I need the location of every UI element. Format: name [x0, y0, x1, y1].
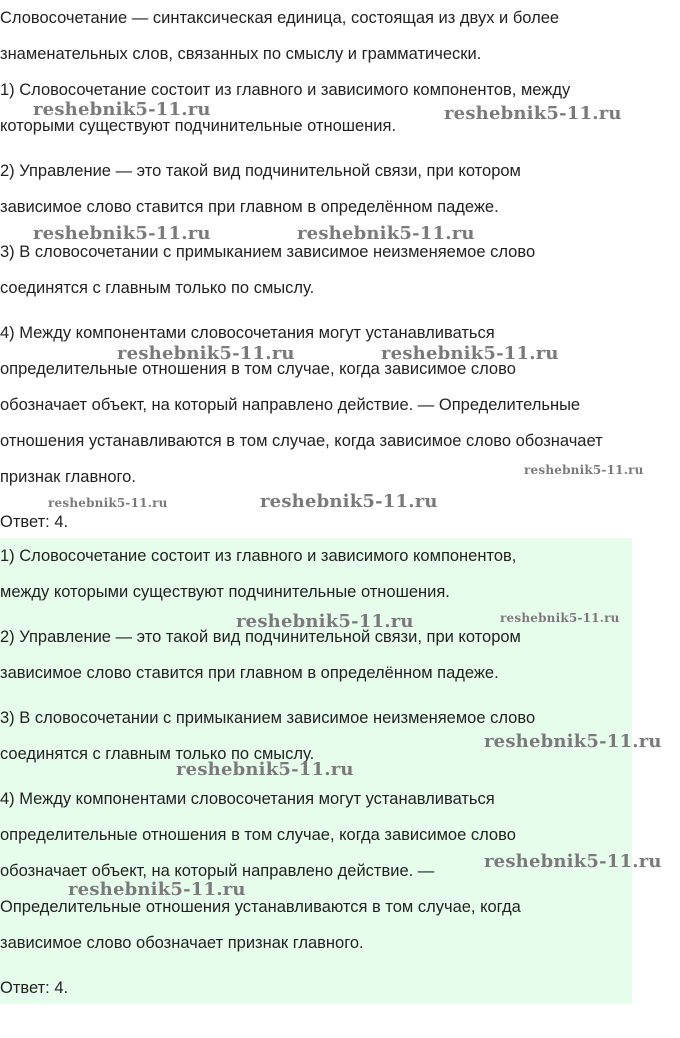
text-line: 4) Между компонентами словосочетания могут устанавливаться: [0, 790, 495, 808]
watermark: reshebnik5-11.ru: [500, 611, 620, 625]
watermark: reshebnik5-11.ru: [484, 731, 662, 752]
text-line: которыми существуют подчинительные отношения.: [0, 117, 397, 135]
text-line: определительные отношения в том случае, когда зависимое слово: [0, 826, 516, 844]
text-line: 1) Словосочетание состоит из главного и зависимого компонентов, между: [0, 81, 571, 99]
text-line: Определительные отношения устанавливаются в том случае, когда: [0, 898, 521, 916]
text-line: 2) Управление — это такой вид подчинительной связи, при котором: [0, 628, 521, 646]
watermark: reshebnik5-11.ru: [444, 103, 622, 124]
text-line: 3) В словосочетании с примыканием зависимое неизменяемое слово: [0, 709, 536, 727]
text-line: знаменательных слов, связанных по смыслу и грамматически.: [0, 45, 482, 63]
text-line: 4) Между компонентами словосочетания могут устанавливаться: [0, 324, 495, 342]
text-line: соединятся с главным только по смыслу.: [0, 279, 315, 297]
watermark: reshebnik5-11.ru: [236, 611, 414, 632]
watermark: reshebnik5-11.ru: [297, 223, 475, 244]
text-line: 2) Управление — это такой вид подчинительной связи, при котором: [0, 162, 521, 180]
text-line: зависимое слово обозначает признак главного.: [0, 934, 364, 952]
watermark: reshebnik5-11.ru: [260, 491, 438, 512]
text-line: признак главного.: [0, 468, 136, 486]
text-line: зависимое слово ставится при главном в определённом падеже.: [0, 198, 499, 216]
watermark: reshebnik5-11.ru: [117, 343, 295, 364]
text-line: 3) В словосочетании с примыканием зависимое неизменяемое слово: [0, 243, 536, 261]
watermark: reshebnik5-11.ru: [484, 851, 662, 872]
text-line: 1) Словосочетание состоит из главного и зависимого компонентов,: [0, 547, 517, 565]
watermark: reshebnik5-11.ru: [68, 879, 246, 900]
watermark: reshebnik5-11.ru: [48, 496, 168, 510]
watermark: reshebnik5-11.ru: [33, 99, 211, 120]
text-line: обозначает объект, на который направлено действие. — Определительные: [0, 396, 581, 414]
text-line: соединятся с главным только по смыслу.: [0, 745, 315, 763]
watermark: reshebnik5-11.ru: [33, 223, 211, 244]
watermark: reshebnik5-11.ru: [524, 463, 644, 477]
text-line: определительные отношения в том случае, когда зависимое слово: [0, 360, 516, 378]
text-line: зависимое слово ставится при главном в определённом падеже.: [0, 664, 499, 682]
text-line: между которыми существуют подчинительные отношения.: [0, 583, 450, 601]
text-line: обозначает объект, на который направлено действие. —: [0, 862, 435, 880]
text-line: отношения устанавливаются в том случае, когда зависимое слово обозначает: [0, 432, 603, 450]
watermark: reshebnik5-11.ru: [176, 759, 354, 780]
answer-text: Ответ: 4.: [0, 979, 69, 997]
text-line: Словосочетание — синтаксическая единица, состоящая из двух и более: [0, 9, 560, 27]
watermark: reshebnik5-11.ru: [381, 343, 559, 364]
answer-text: Ответ: 4.: [0, 513, 69, 531]
